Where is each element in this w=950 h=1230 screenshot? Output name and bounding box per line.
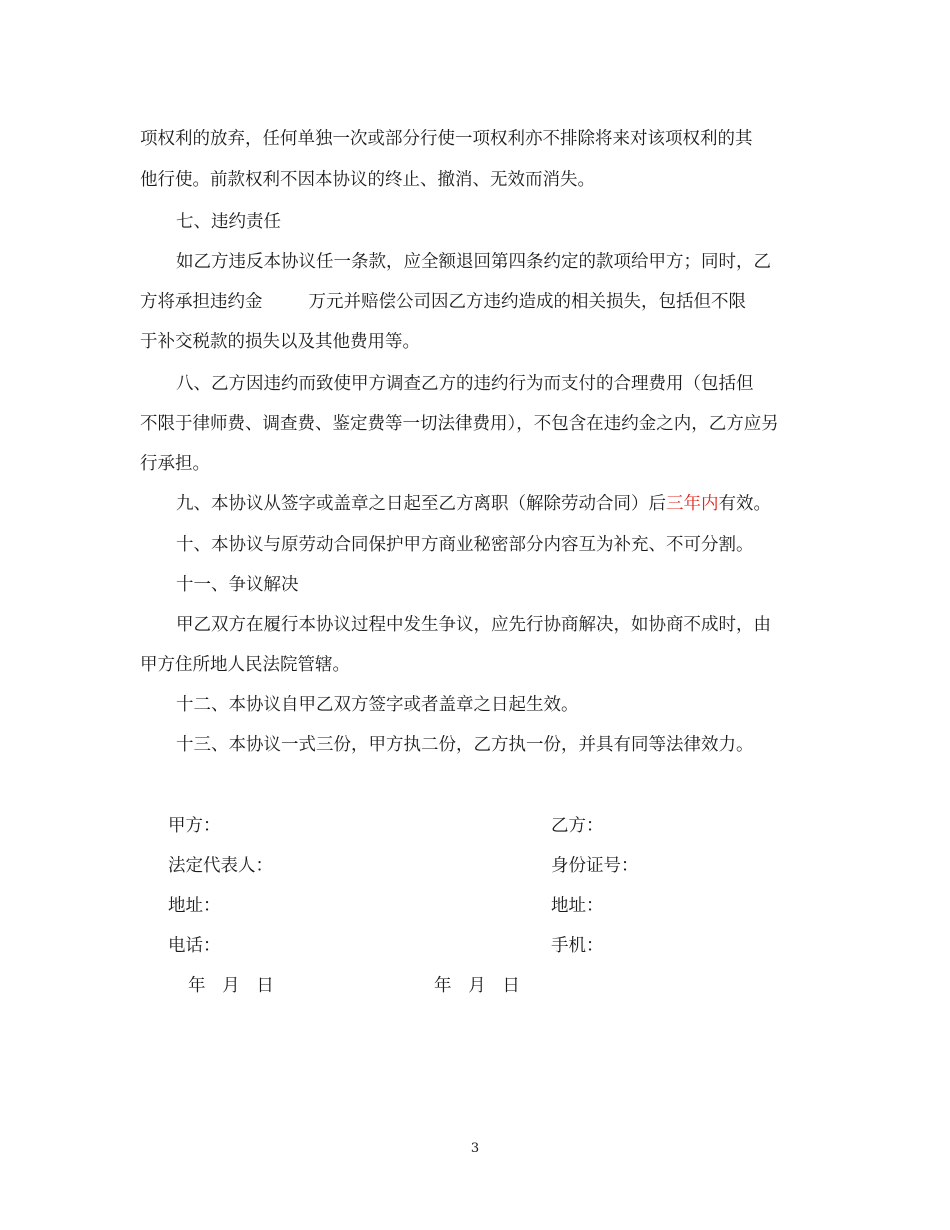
paragraph-line bbox=[176, 492, 771, 516]
address-b-label: 地址： bbox=[551, 896, 604, 916]
paragraph-line: 于补交税款的损失以及其他费用等。 bbox=[140, 332, 420, 352]
paragraph-line: 他行使。前款权利不因本协议的终止、撤消、无效而消失。 bbox=[140, 170, 595, 190]
paragraph-line: 十二、本协议自甲乙双方签字或者盖章之日起生效。 bbox=[176, 695, 579, 715]
text-segment: 有效。 bbox=[718, 494, 771, 514]
paragraph-line: 行承担。 bbox=[140, 454, 210, 474]
text-segment: 九、本协议从签字或盖章之日起至乙方离职（解除劳动合同）后 bbox=[176, 494, 666, 514]
highlighted-term: 三年内 bbox=[666, 494, 719, 514]
paragraph-line: 甲乙双方在履行本协议过程中发生争议，应先行协商解决，如协商不成时，由 bbox=[176, 615, 771, 635]
party-a-label: 甲方： bbox=[168, 816, 221, 836]
paragraph-line bbox=[140, 290, 746, 314]
paragraph-line: 项权利的放弃，任何单独一次或部分行使一项权利亦不排除将来对该项权利的其 bbox=[140, 129, 753, 149]
mobile-label: 手机： bbox=[551, 936, 604, 956]
paragraph-line: 十、本协议与原劳动合同保护甲方商业秘密部分内容互为补充、不可分割。 bbox=[176, 535, 754, 555]
section-11-heading: 十一、争议解决 bbox=[176, 575, 299, 595]
party-b-label: 乙方： bbox=[551, 816, 604, 836]
address-a-label: 地址： bbox=[168, 896, 221, 916]
paragraph-line: 不限于律师费、调查费、鉴定费等一切法律费用），不包含在违约金之内，乙方应另 bbox=[140, 414, 779, 434]
text-segment: 万元并赔偿公司因乙方违约造成的相关损失，包括但不限 bbox=[308, 292, 746, 312]
paragraph-line: 八、乙方因违约而致使甲方调查乙方的违约行为而支付的合理费用（包括但 bbox=[176, 374, 754, 394]
phone-label: 电话： bbox=[168, 936, 221, 956]
date-a-label: 年 月 日 bbox=[188, 976, 274, 996]
id-number-label: 身份证号： bbox=[551, 856, 639, 876]
paragraph-line: 甲方住所地人民法院管辖。 bbox=[140, 655, 350, 675]
section-7-heading: 七、违约责任 bbox=[176, 212, 281, 232]
date-b-label: 年 月 日 bbox=[434, 976, 520, 996]
legal-rep-label: 法定代表人： bbox=[168, 856, 273, 876]
paragraph-line: 十三、本协议一式三份，甲方执二份，乙方执一份，并具有同等法律效力。 bbox=[176, 735, 754, 755]
page-number: 3 bbox=[470, 1141, 480, 1156]
text-segment: 方将承担违约金 bbox=[140, 292, 263, 312]
paragraph-line: 如乙方违反本协议任一条款，应全额退回第四条约定的款项给甲方；同时，乙 bbox=[176, 252, 771, 272]
